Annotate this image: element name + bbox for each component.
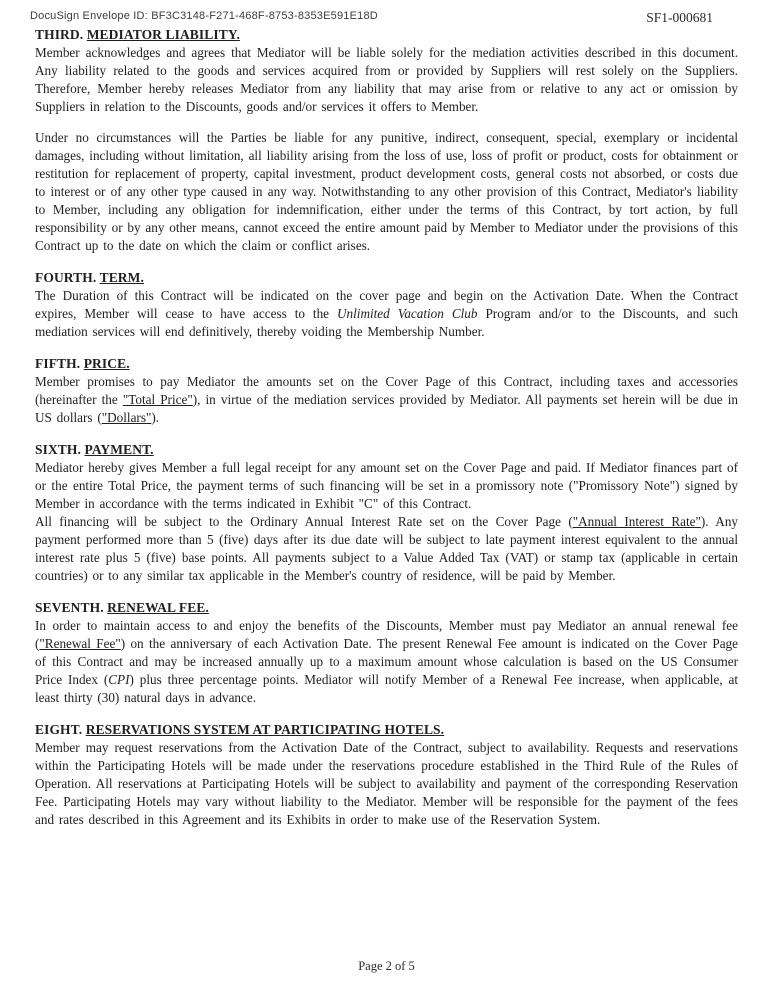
section-number: EIGHT.	[35, 722, 86, 737]
section-title: RESERVATIONS SYSTEM AT PARTICIPATING HOTELS.	[85, 722, 445, 737]
contract-section	[35, 26, 738, 255]
section-paragraph: Under no circumstances will the Parties be liable for any punitive, indirect, consequent, special, exemplary or incidental damages, including without limitation, all liability arising from the loss of use, loss of profit or product, costs for obtainment or restitution for replacement of property, capital investment, product development costs, general costs not absorbed, or costs due to interest or of any other type caused in any way. Notwithstanding to any other provision of this Contract, Mediator's liability to Member, including any obligation for indemnification, either under the terms of this Contract, by tort action, by full responsibility or by any other means, cannot exceed the entire amount paid by Member to Mediator under the provisions of this Contract up to the date on which the claim or conflict arises.	[35, 130, 738, 253]
section-paragraph: Member may request reservations from the Activation Date of the Contract, subject to availability. Requests and reservations within the Participating Hotels will be made under the reservations procedure established in the Third Rule of the Rules of Operation. All reservations at Participating Hotels will be subject to availability and payment of the corresponding Reservation Fee. Participating Hotels may vary without liability to the Mediator. Member will be responsible for the payment of the fees and rates described in this Agreement and its Exhibits in order to make use of the Reservation System.	[35, 740, 738, 827]
page-footer	[0, 959, 773, 974]
contract-section	[35, 441, 738, 585]
section-heading	[35, 26, 738, 44]
section-title: RENEWAL FEE.	[107, 600, 209, 615]
document-body	[35, 26, 738, 829]
underlined-term: "Annual Interest Rate"	[572, 514, 701, 529]
section-number: SEVENTH.	[35, 600, 108, 615]
italic-text: CPI	[108, 672, 130, 687]
section-paragraph: Mediator hereby gives Member a full legal receipt for any amount set on the Cover Page and paid. If Mediator finances part of or the entire Total Price, the payment terms of such financing will be set in a promissory note ("Promissory Note") signed by Member in accordance with the terms indicated in Exhibit "C" of this Contract.	[35, 460, 738, 511]
section-heading	[35, 721, 738, 739]
contract-section	[35, 599, 738, 707]
underlined-term: "Renewal Fee"	[39, 636, 121, 651]
underlined-term: "Total Price"	[122, 392, 193, 407]
contract-section	[35, 721, 738, 829]
section-title: PAYMENT.	[84, 442, 154, 457]
section-heading	[35, 269, 738, 287]
page-number-label: Page 2 of 5	[358, 959, 415, 973]
section-title: PRICE.	[83, 356, 130, 371]
section-number: FIFTH.	[35, 356, 84, 371]
docusign-envelope-id: DocuSign Envelope ID: BF3C3148-F271-468F-8753-8353E591E18D	[30, 10, 378, 22]
section-heading	[35, 441, 738, 459]
section-paragraph: Member promises to pay Mediator the amounts set on the Cover Page of this Contract, including taxes and accessories (hereinafter the "Total Price"), in virtue of the mediation services provided by Mediator. All payments set herein will be due in US dollars ("Dollars").	[35, 374, 739, 425]
italic-text: Unlimited Vacation Club	[337, 306, 478, 321]
contract-section	[35, 269, 738, 341]
page-header	[30, 10, 745, 26]
section-heading	[35, 355, 738, 373]
underlined-term: "Dollars"	[101, 410, 152, 425]
section-paragraph: All financing will be subject to the Ordinary Annual Interest Rate set on the Cover Page ("Annual Interest Rate"). Any payment performed more than 5 (five) days after its due date will be subject to late payment interest equivalent to the annual interest rate plus 5 (five) base points. All payments subject to a Value Added Tax (VAT) or stamp tax (applicable in certain countries) or to any similar tax applicable in the Member's country of residence, will be paid by Member.	[35, 514, 739, 583]
section-paragraph: Member acknowledges and agrees that Mediator will be liable solely for the mediation activities described in this document. Any liability related to the goods and services acquired from or provided by Suppliers will rest solely on the Suppliers. Therefore, Member hereby releases Mediator from any liability that may arise from or relative to any act or omission by Suppliers in relation to the Discounts, goods and/or services it offers to Member.	[35, 45, 738, 114]
document-reference-number: SF1-000681	[646, 10, 713, 25]
section-title: TERM.	[99, 270, 144, 285]
contract-section	[35, 355, 738, 427]
section-heading	[35, 599, 738, 617]
section-paragraph: The Duration of this Contract will be indicated on the cover page and begin on the Activation Date. When the Contract expires, Member will cease to have access to the Unlimited Vacation Club Program and/or to the Discounts, and such mediation services will end definitively, thereby voiding the Membership Number.	[35, 288, 738, 339]
section-title: MEDIATOR LIABILITY.	[86, 27, 240, 42]
section-number: FOURTH.	[35, 270, 100, 285]
section-number: SIXTH.	[35, 442, 85, 457]
section-paragraph: In order to maintain access to and enjoy the benefits of the Discounts, Member must pay Mediator an annual renewal fee ("Renewal Fee") on the anniversary of each Activation Date. The present Renewal Fee amount is indicated on the Cover Page of this Contract and may be increased annually up to a maximum amount whose calculation is based on the US Consumer Price Index (CPI) plus three percentage points. Mediator will notify Member of a Renewal Fee increase, when applicable, at least thirty (30) natural days in advance.	[35, 618, 738, 705]
section-number: THIRD.	[35, 27, 87, 42]
